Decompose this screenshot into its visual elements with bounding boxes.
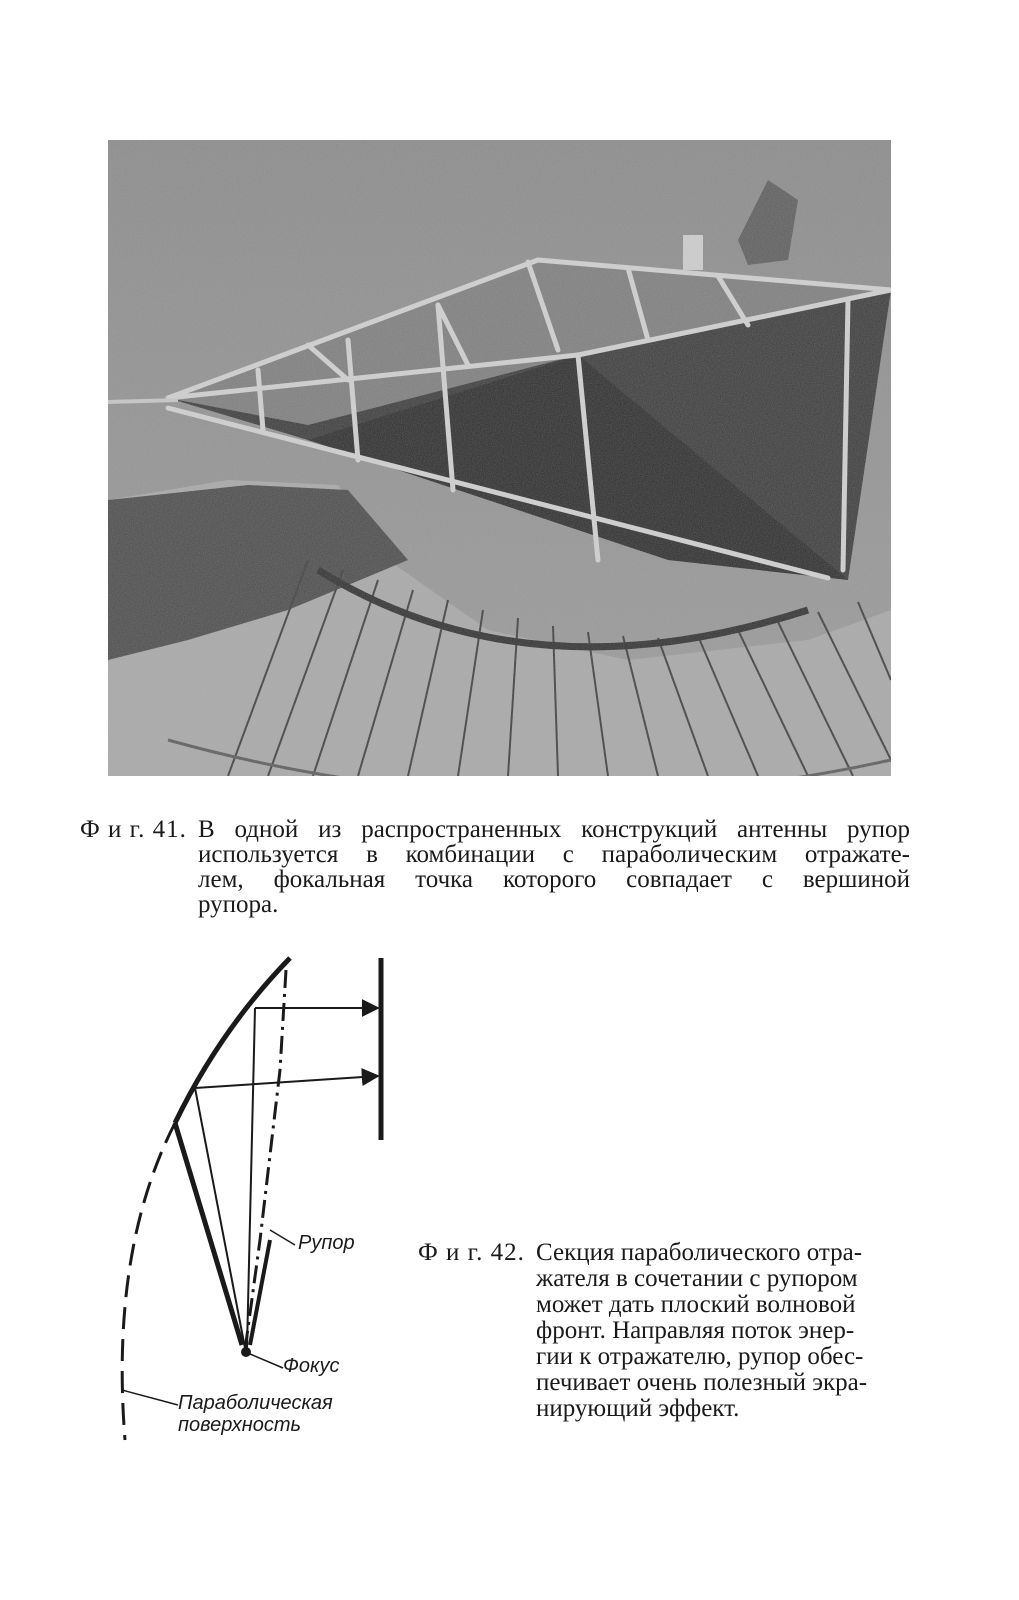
- figure-41-label: Ф и г. 41.: [80, 816, 187, 843]
- figure-42-label: Ф и г. 42.: [418, 1239, 525, 1266]
- caption-line: Секция параболического отра-: [536, 1239, 863, 1266]
- surface-leader: [122, 1390, 178, 1405]
- caption-line: В одной из распространенных конструкций антенны рупор: [198, 816, 910, 843]
- focus-leader: [250, 1354, 283, 1368]
- caption-line: нирующий эффект.: [536, 1395, 740, 1422]
- surface-label-line2: поверхность: [178, 1414, 302, 1436]
- focus-point: [241, 1347, 251, 1357]
- caption-line: гии к отражателю, рупор обес-: [536, 1343, 864, 1370]
- surface-label-line1: Параболическая: [178, 1392, 333, 1414]
- reflected-ray: [195, 1076, 378, 1088]
- caption-line: жателя в сочетании с рупором: [536, 1265, 858, 1292]
- caption-line: используется в комбинации с параболическим отражате-: [198, 841, 910, 868]
- horn-wall-right: [250, 1240, 270, 1345]
- horn-leader: [270, 1230, 295, 1245]
- horn-antenna-photo: [108, 140, 891, 776]
- horn-label: Рупор: [298, 1232, 355, 1254]
- reflector-section: [175, 958, 290, 1123]
- caption-line: может дать плоский волновой: [536, 1291, 856, 1318]
- caption-line: фронт. Направляя поток энер-: [536, 1317, 855, 1344]
- figure-42-text: [536, 1240, 914, 1422]
- ray: [247, 1008, 255, 1348]
- caption-line: лем, фокальная точка которого совпадает с вершиной: [198, 866, 910, 893]
- figure-41-text: [198, 817, 910, 917]
- caption-line: печивает очень полезный экра-: [536, 1369, 868, 1396]
- focus-label: Фокус: [283, 1355, 340, 1377]
- caption-line: рупора.: [198, 891, 279, 918]
- surface-label: [178, 1392, 378, 1436]
- reflector-diagram: [100, 950, 400, 1460]
